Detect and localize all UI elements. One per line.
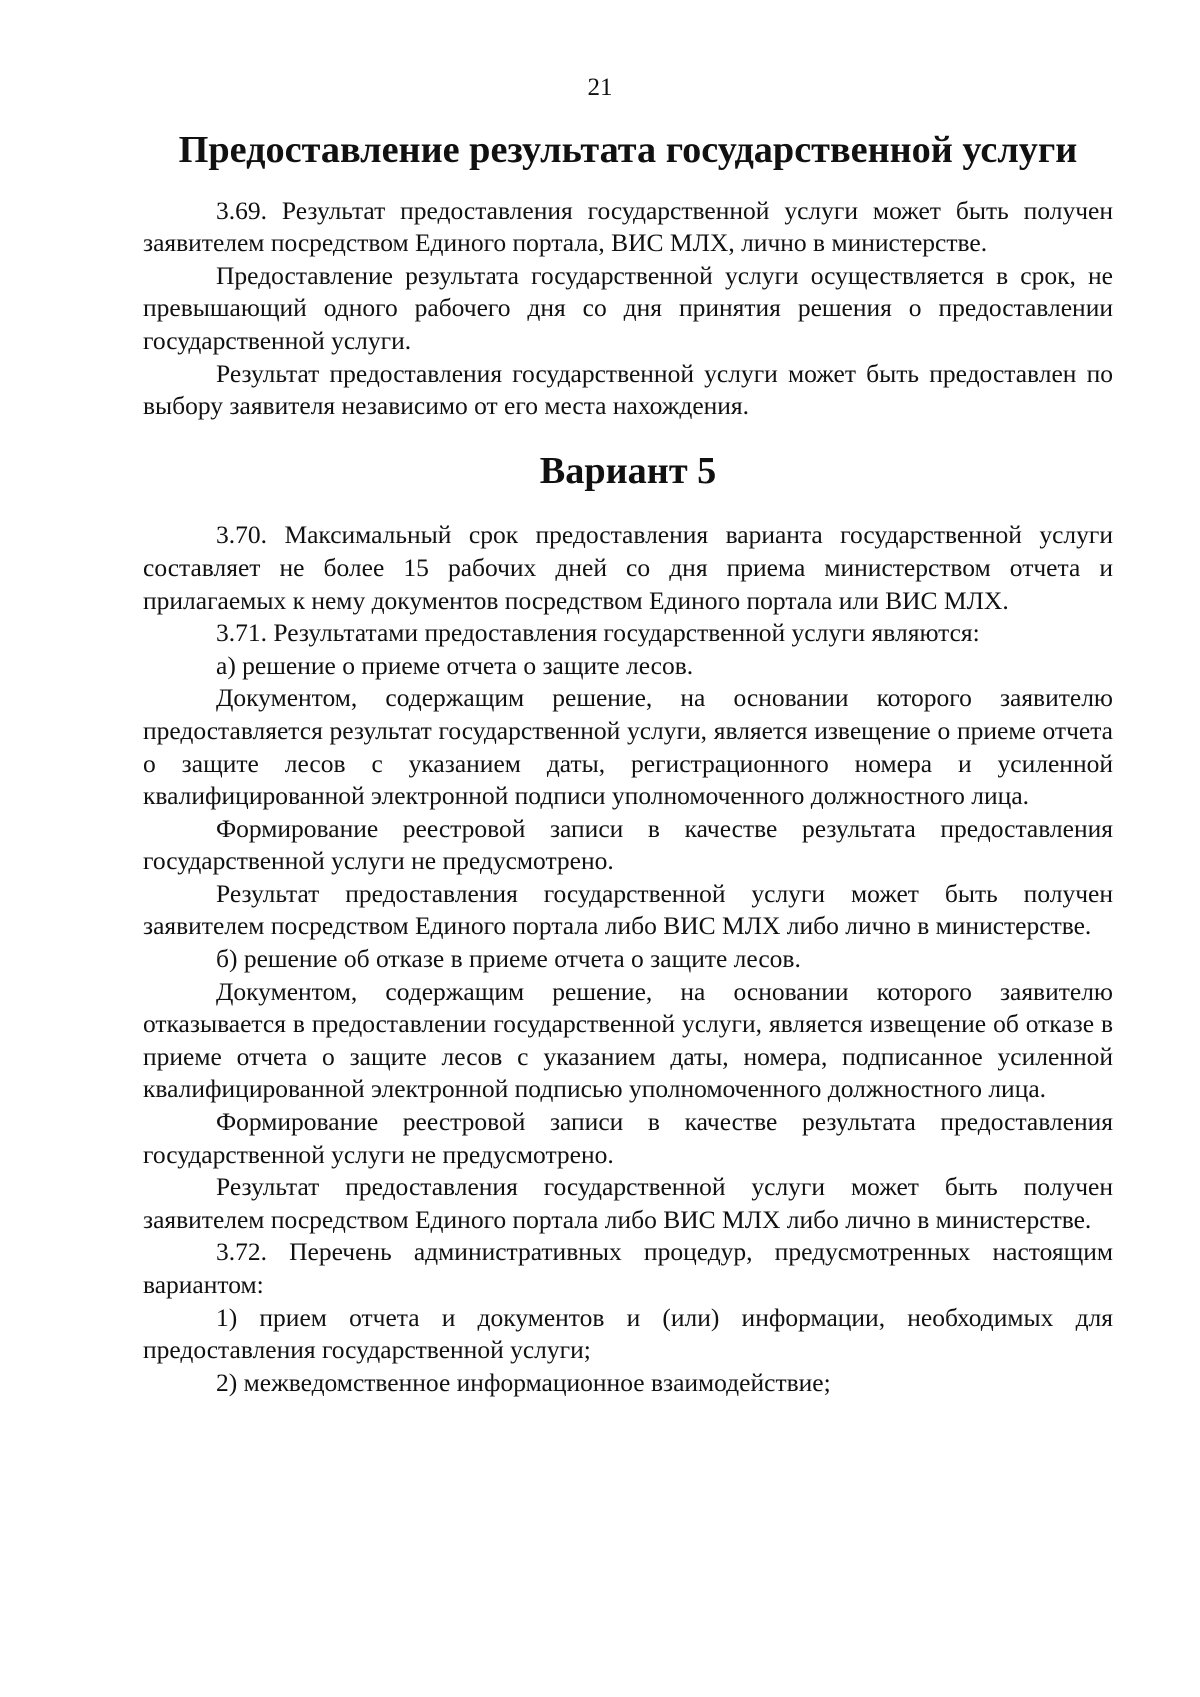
paragraph-3-71: 3.71. Результатами предоставления государственной услуги являются: [216,618,980,648]
paragraph-item-a: а) решение о приеме отчета о защите лесов. [216,650,694,680]
paragraph-item-b: б) решение об отказе в приеме отчета о защите лесов. [216,944,801,974]
paragraph-registry-a: Формирование реестровой записи в качестве результата предоставления государственной услуги не предусмотрено. [143,813,1113,876]
paragraph-procedure-2: 2) межведомственное информационное взаимодействие; [216,1367,831,1397]
paragraph-3-72: 3.72. Перечень административных процедур, предусмотренных настоящим вариантом: [143,1237,1113,1299]
paragraph-result-choice: Результат предоставления государственной услуги может быть предоставлен по выбору заявителя независимо от его места нахождения. [143,358,1113,421]
section-heading-result: Предоставление результата государственной услуги [178,129,1078,171]
paragraph-receipt-b: Результат предоставления государственной услуги может быть получен заявителем посредством Единого портала либо ВИС МЛХ либо лично в министерстве. [143,1172,1113,1234]
paragraph-document-refusal: Документом, содержащим решение, на основании которого заявителю отказывается в предоставлении государственной услуги, является извещение об отказе в приеме отчета о защите лесов с указанием даты, номера, подписанное усиленной квалифицированной электронной подписью уполномоченного должностного лица. [143,976,1113,1104]
paragraph-document-accept: Документом, содержащим решение, на основании которого заявителю предоставляется результат государственной услуги, является извещение о приеме отчета о защите лесов с указанием даты, регистрационного номера и усиленной квалифицированной электронной подписи уполномоченного должностного лица. [143,683,1113,811]
paragraph-3-69: 3.69. Результат предоставления государственной услуги может быть получен заявителем посредством Единого портала, ВИС МЛХ, лично в министерстве. [143,195,1113,258]
paragraph-receipt-a: Результат предоставления государственной услуги может быть получен заявителем посредством Единого портала либо ВИС МЛХ либо лично в министерстве. [143,878,1113,941]
paragraph-procedure-1: 1) прием отчета и документов и (или) информации, необходимых для предоставления государственной услуги; [143,1302,1113,1365]
paragraph-3-70: 3.70. Максимальный срок предоставления варианта государственной услуги составляет не более 15 рабочих дней со дня приема министерством отчета и прилагаемых к нему документов посредством Единого портала или ВИС МЛХ. [143,520,1113,615]
paragraph-result-term: Предоставление результата государственной услуги осуществляется в срок, не превышающий одного рабочего дня со дня принятия решения о предоставлении государственной услуги. [143,260,1113,355]
section-heading-variant-5: Вариант 5 [539,449,717,492]
paragraph-registry-b: Формирование реестровой записи в качестве результата предоставления государственной услуги не предусмотрено. [143,1107,1113,1169]
page-number: 21 [587,74,613,101]
document-body [143,129,1113,1399]
